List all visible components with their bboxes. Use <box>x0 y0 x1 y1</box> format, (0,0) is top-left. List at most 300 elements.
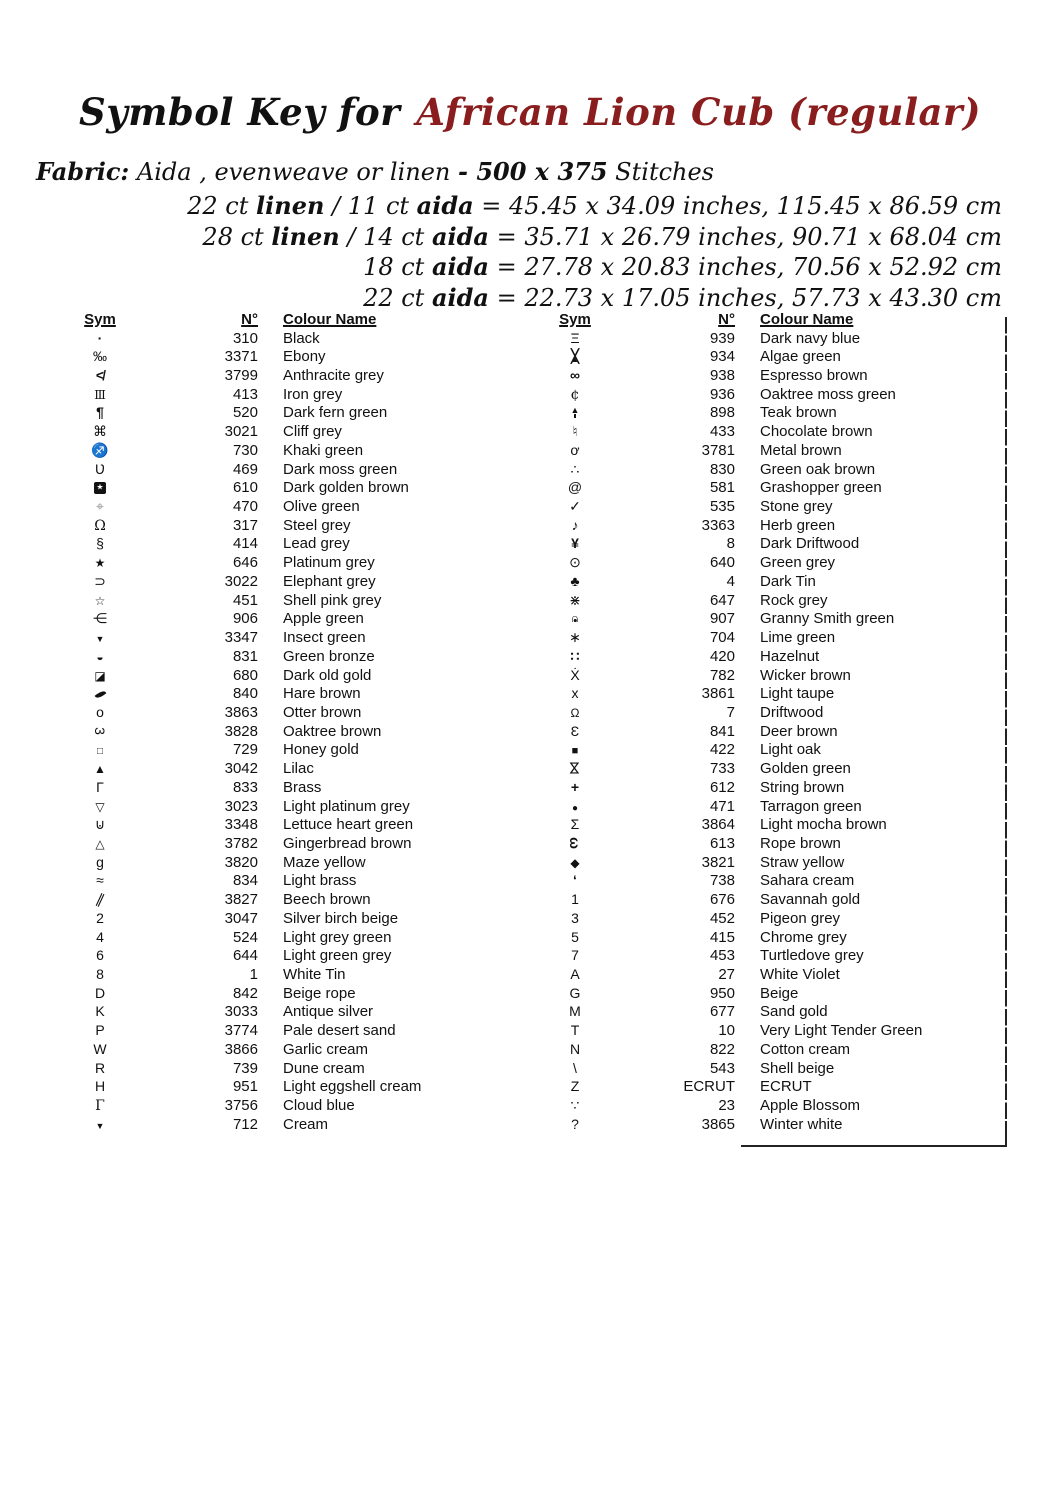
key-row <box>60 460 482 479</box>
key-row <box>535 834 1005 853</box>
symbol-cell <box>60 593 140 608</box>
symbol-cell <box>60 368 140 383</box>
colour-name: Otter brown <box>283 703 362 721</box>
symbol-cell <box>535 799 615 814</box>
thread-number: 3756 <box>224 1097 258 1115</box>
symbol-cell <box>60 948 140 963</box>
text-segment: aida <box>431 252 489 281</box>
thread-number: 3023 <box>224 797 258 815</box>
colour-name: Dark moss green <box>283 460 398 478</box>
thread-number: 907 <box>709 610 735 628</box>
colour-name: Dark Driftwood <box>760 535 860 553</box>
thread-number: 712 <box>232 1115 258 1133</box>
colour-name: Light mocha brown <box>760 816 887 834</box>
symbol-cell <box>535 761 615 776</box>
colour-name: Light eggshell cream <box>283 1078 422 1096</box>
colour-name: Light oak <box>760 741 821 759</box>
fabric-size-line <box>187 222 1002 253</box>
symbol-cell <box>535 1061 615 1076</box>
symbol-cell <box>60 1042 140 1057</box>
symbol-glyph-icon: ▽ <box>95 799 105 814</box>
thread-number: 950 <box>709 984 735 1002</box>
key-row <box>60 797 482 816</box>
colour-name: Savannah gold <box>760 891 861 909</box>
key-table-left <box>60 310 482 1134</box>
symbol-glyph-icon: ‘ <box>573 872 577 889</box>
key-row <box>60 572 482 591</box>
key-row <box>535 872 1005 891</box>
key-row <box>60 385 482 404</box>
key-row <box>535 965 1005 984</box>
thread-number: 23 <box>718 1097 735 1115</box>
symbol-cell <box>535 967 615 982</box>
thread-number: 420 <box>709 647 735 665</box>
symbol-cell <box>60 480 140 495</box>
text-segment: 22 ct <box>363 283 432 312</box>
thread-number: 8 <box>726 535 735 553</box>
symbol-glyph-icon: ¥ <box>571 535 579 552</box>
symbol-cell <box>60 799 140 814</box>
symbol-glyph-icon: 2 <box>96 909 104 926</box>
symbol-cell <box>60 611 140 626</box>
key-row <box>535 366 1005 385</box>
colour-name: Ebony <box>283 348 326 366</box>
key-row <box>60 1077 482 1096</box>
colour-name: Lead grey <box>283 535 350 553</box>
symbol-glyph-icon: ◆ <box>570 855 580 870</box>
symbol-cell <box>60 443 140 458</box>
symbol-cell <box>60 705 140 720</box>
colour-name: Dark golden brown <box>283 479 409 497</box>
key-row <box>535 385 1005 404</box>
colour-name: Green bronze <box>283 647 375 665</box>
colour-name: Hare brown <box>283 685 361 703</box>
symbol-cell <box>535 911 615 926</box>
symbol-glyph-icon: D <box>94 984 106 1001</box>
page-title <box>0 90 1060 134</box>
thread-number: 3827 <box>224 891 258 909</box>
colour-name: Lettuce heart green <box>283 816 414 834</box>
symbol-cell <box>60 742 140 757</box>
symbol-glyph-icon: Ξ <box>570 329 580 346</box>
key-row <box>535 516 1005 535</box>
symbol-cell <box>535 480 615 495</box>
colour-name: Insect green <box>283 629 366 647</box>
key-row <box>535 647 1005 666</box>
thread-number: 1 <box>249 966 258 984</box>
triangle-pin-icon <box>569 406 581 419</box>
colour-name: Light brass <box>283 872 357 890</box>
symbol-glyph-icon: ▼ <box>95 1120 105 1131</box>
symbol-cell <box>535 536 615 551</box>
colour-name: Tarragon green <box>760 797 862 815</box>
symbol-cell <box>60 986 140 1001</box>
key-row <box>60 984 482 1003</box>
symbol-cell <box>60 331 140 346</box>
thread-number: 581 <box>709 479 735 497</box>
thread-number: 3047 <box>224 909 258 927</box>
colour-name: Cotton cream <box>760 1040 851 1058</box>
colour-name: Iron grey <box>283 385 343 403</box>
symbol-glyph-icon: 8 <box>96 966 104 983</box>
thread-number: 640 <box>709 554 735 572</box>
header-number: N° <box>718 310 735 328</box>
key-row <box>535 329 1005 348</box>
key-row <box>60 610 482 629</box>
thread-number: 738 <box>709 872 735 890</box>
key-row <box>535 553 1005 572</box>
colour-name: Sahara cream <box>760 872 855 890</box>
cap-with-dot-icon <box>569 612 582 625</box>
key-row <box>535 572 1005 591</box>
key-row <box>535 666 1005 685</box>
symbol-cell <box>535 686 615 701</box>
symbol-cell <box>535 742 615 757</box>
symbol-glyph-icon: ∞ <box>570 367 580 384</box>
colour-name: Green oak brown <box>760 460 876 478</box>
key-row <box>535 497 1005 516</box>
thread-number: 3774 <box>224 1022 258 1040</box>
symbol-cell <box>60 911 140 926</box>
colour-name: Garlic cream <box>283 1040 369 1058</box>
symbol-cell <box>60 1117 140 1132</box>
thread-number: 469 <box>232 460 258 478</box>
symbol-cell <box>535 574 615 589</box>
thread-number: 433 <box>709 423 735 441</box>
thread-number: 27 <box>718 966 735 984</box>
thread-number: 782 <box>709 666 735 684</box>
symbol-glyph-icon: ✓ <box>569 498 581 515</box>
colour-name: Black <box>283 329 320 347</box>
key-row <box>60 628 482 647</box>
symbol-cell <box>60 1061 140 1076</box>
colour-name: Brass <box>283 778 322 796</box>
colour-name: Driftwood <box>760 703 824 721</box>
key-row <box>60 890 482 909</box>
symbol-cell <box>535 855 615 870</box>
symbol-cell <box>60 424 140 439</box>
colour-name: Rope brown <box>760 834 841 852</box>
symbol-cell <box>60 574 140 589</box>
black-square-white-star-icon <box>94 482 106 494</box>
thread-number: 535 <box>709 498 735 516</box>
symbol-cell <box>535 817 615 832</box>
symbol-glyph-icon: Σ <box>570 816 580 833</box>
colour-name: String brown <box>760 778 845 796</box>
key-row <box>535 853 1005 872</box>
thread-number: 951 <box>232 1078 258 1096</box>
key-row <box>60 422 482 441</box>
colour-name: Apple green <box>283 610 364 628</box>
table-body-left <box>60 329 482 1134</box>
symbol-glyph-icon: ♣ <box>570 572 580 589</box>
thread-number: 3042 <box>224 760 258 778</box>
key-row <box>60 1003 482 1022</box>
colour-name: Dark navy blue <box>760 329 861 347</box>
symbol-glyph-icon: △ <box>95 836 105 851</box>
symbol-glyph-icon: ⊍ <box>94 816 106 833</box>
thread-number: 310 <box>232 329 258 347</box>
symbol-cell <box>535 986 615 1001</box>
symbol-cell <box>60 780 140 795</box>
brush-stroke-icon <box>94 689 106 700</box>
symbol-cell <box>535 1042 615 1057</box>
symbol-glyph-icon: N <box>569 1040 581 1057</box>
thread-number: 610 <box>232 479 258 497</box>
colour-name: Anthracite grey <box>283 367 384 385</box>
symbol-cell <box>535 649 615 664</box>
thread-number: 840 <box>232 685 258 703</box>
thread-number: 3861 <box>701 685 735 703</box>
symbol-glyph-icon: Ω <box>570 705 580 720</box>
thread-number: 3781 <box>701 441 735 459</box>
thread-number: 422 <box>709 741 735 759</box>
symbol-cell <box>60 761 140 776</box>
text-segment: aida <box>431 282 489 312</box>
symbol-glyph-icon: □ <box>96 746 104 758</box>
thread-number: 3821 <box>701 853 735 871</box>
thread-number: 415 <box>709 928 735 946</box>
colour-name: Beige <box>760 984 799 1002</box>
key-row <box>535 1115 1005 1134</box>
thread-number: 7 <box>726 703 735 721</box>
symbol-cell <box>535 948 615 963</box>
thread-number: 3348 <box>224 816 258 834</box>
colour-name: Algae green <box>760 348 841 366</box>
symbol-glyph-icon: 5 <box>571 928 579 945</box>
key-row <box>60 535 482 554</box>
colour-name: Teak brown <box>760 404 837 422</box>
symbol-glyph-icon: ∗ <box>569 629 581 646</box>
thread-number: 3820 <box>224 853 258 871</box>
colour-name: Steel grey <box>283 516 351 534</box>
text-segment: aida <box>431 221 489 251</box>
thread-number: 3782 <box>224 834 258 852</box>
symbol-glyph-icon: x <box>571 685 579 702</box>
symbol-glyph-icon: Γ <box>95 1098 105 1115</box>
key-row <box>60 815 482 834</box>
symbol-glyph-icon: ◒ <box>96 649 104 664</box>
thread-number: 524 <box>232 928 258 946</box>
symbol-cell <box>60 668 140 683</box>
thread-number: 10 <box>718 1022 735 1040</box>
key-row <box>60 404 482 423</box>
bottom-rule <box>741 1145 1007 1147</box>
key-row <box>535 1059 1005 1078</box>
colour-name: Chocolate brown <box>760 423 873 441</box>
key-row <box>535 797 1005 816</box>
symbol-glyph-icon: ☆ <box>94 593 106 608</box>
symbol-glyph-icon: ⋇ <box>569 591 581 608</box>
symbol-cell <box>60 817 140 832</box>
colour-name: Very Light Tender Green <box>760 1022 923 1040</box>
text-segment: 22 ct <box>187 192 257 220</box>
symbol-cell <box>60 1004 140 1019</box>
symbol-glyph-icon: W <box>93 1040 107 1057</box>
thread-number: 3799 <box>224 367 258 385</box>
symbol-glyph-icon: 7 <box>571 947 579 964</box>
colour-name: Khaki green <box>283 441 364 459</box>
symbol-glyph-icon: ≮ <box>95 367 105 384</box>
symbol-glyph-icon: T <box>570 1022 580 1039</box>
colour-name: Pigeon grey <box>760 909 841 927</box>
symbol-glyph-icon: ★ <box>94 556 106 571</box>
pattern-name: African Lion Cub (regular) <box>416 90 981 134</box>
symbol-glyph-icon: ♐ <box>91 441 109 458</box>
symbol-glyph-icon: 6 <box>96 947 104 964</box>
thread-number: 413 <box>232 385 258 403</box>
colour-name: Straw yellow <box>760 853 845 871</box>
symbol-cell <box>60 518 140 533</box>
key-row <box>60 1021 482 1040</box>
text-segment: Aida , evenweave or linen <box>129 158 459 186</box>
symbol-cell <box>535 724 615 739</box>
colour-name: Herb green <box>760 516 836 534</box>
symbol-cell <box>535 1079 615 1094</box>
symbol-cell <box>535 499 615 514</box>
colour-name: Cloud blue <box>283 1097 355 1115</box>
symbol-glyph-icon: 3 <box>571 909 579 926</box>
key-row <box>60 684 482 703</box>
thread-number: 830 <box>709 460 735 478</box>
key-row <box>60 497 482 516</box>
table-body-right <box>535 329 1005 1134</box>
text-segment: = 27.78 x 20.83 inches, 70.56 x 52.92 cm <box>488 253 1002 281</box>
symbol-glyph-icon: ⋈ <box>567 761 583 776</box>
colour-name: Light green grey <box>283 947 392 965</box>
symbol-cell <box>535 387 615 402</box>
text-segment: aida <box>416 191 474 220</box>
symbol-glyph-icon: ω <box>566 837 583 849</box>
key-row <box>60 853 482 872</box>
colour-name: Olive green <box>283 498 360 516</box>
key-row <box>535 535 1005 554</box>
symbol-glyph-icon: 4 <box>96 928 104 945</box>
thread-number: 646 <box>232 554 258 572</box>
symbol-glyph-icon: H <box>94 1078 106 1095</box>
symbol-glyph-icon: · <box>97 329 103 346</box>
thread-number: 470 <box>232 498 258 516</box>
colour-name: Turtledove grey <box>760 947 864 965</box>
key-row <box>535 946 1005 965</box>
symbol-cell <box>60 686 140 701</box>
text-segment: 28 ct <box>202 222 272 251</box>
thread-number: 939 <box>709 329 735 347</box>
key-row <box>535 478 1005 497</box>
key-row <box>535 759 1005 778</box>
thread-number: 739 <box>232 1059 258 1077</box>
header-colour-name: Colour Name <box>283 310 377 328</box>
key-row <box>535 778 1005 797</box>
symbol-cell <box>535 873 615 888</box>
symbol-cell <box>535 555 615 570</box>
symbol-cell <box>60 855 140 870</box>
thread-number: 677 <box>709 1003 735 1021</box>
swatch-column-rule <box>1005 317 1007 1137</box>
thread-number: 733 <box>709 760 735 778</box>
symbol-cell <box>60 1079 140 1094</box>
thread-number: 938 <box>709 367 735 385</box>
thread-number: 3033 <box>224 1003 258 1021</box>
symbol-cell <box>535 930 615 945</box>
thread-number: 898 <box>709 404 735 422</box>
thread-number: 613 <box>709 834 735 852</box>
symbol-glyph-icon: 3 <box>91 726 108 735</box>
symbol-cell <box>60 1098 140 1113</box>
text-segment: = 35.71 x 26.79 inches, 90.71 x 68.04 cm <box>488 222 1002 251</box>
key-row <box>535 1096 1005 1115</box>
key-row <box>535 909 1005 928</box>
symbol-glyph-icon: G <box>569 984 581 1001</box>
key-row <box>60 1115 482 1134</box>
thread-number: 3864 <box>701 816 735 834</box>
thread-number: 3363 <box>701 516 735 534</box>
symbol-cell <box>60 873 140 888</box>
key-row <box>535 460 1005 479</box>
symbol-glyph-icon: ⌖ <box>96 498 104 515</box>
symbol-glyph-icon: ≈ <box>96 872 104 889</box>
text-segment: - 500 x 375 <box>458 157 608 186</box>
thread-number: 833 <box>232 778 258 796</box>
symbol-glyph-icon: R <box>94 1059 106 1076</box>
key-row <box>535 890 1005 909</box>
key-row <box>60 553 482 572</box>
colour-name: Dark Tin <box>760 572 816 590</box>
symbol-glyph-icon: § <box>96 535 104 552</box>
key-row <box>60 759 482 778</box>
key-row <box>60 591 482 610</box>
symbol-cell <box>535 1117 615 1132</box>
header-colour-name: Colour Name <box>760 310 854 328</box>
key-row <box>535 347 1005 366</box>
symbol-cell <box>535 443 615 458</box>
colour-name: Shell pink grey <box>283 591 382 609</box>
symbol-glyph-icon: ¶ <box>96 404 104 421</box>
thread-number: 647 <box>709 591 735 609</box>
key-row <box>60 946 482 965</box>
key-row <box>60 347 482 366</box>
colour-name: Wicker brown <box>760 666 851 684</box>
colour-name: Oaktree brown <box>283 722 382 740</box>
symbol-glyph-icon: ◪ <box>94 668 106 683</box>
symbol-glyph-icon: P <box>95 1022 105 1039</box>
symbol-glyph-icon: ⊃ <box>94 572 106 589</box>
colour-name: Beech brown <box>283 891 371 909</box>
key-row <box>535 591 1005 610</box>
colour-name: Grashopper green <box>760 479 882 497</box>
thread-number: 831 <box>232 647 258 665</box>
fabric-size-line <box>187 252 1002 283</box>
symbol-cell <box>60 724 140 739</box>
colour-name: Metal brown <box>760 441 842 459</box>
key-row <box>60 834 482 853</box>
colour-name: Cliff grey <box>283 423 342 441</box>
symbol-cell <box>535 462 615 477</box>
fabric-size-line <box>187 191 1002 222</box>
colour-name: ECRUT <box>760 1078 812 1096</box>
symbol-glyph-icon: ▲ <box>94 762 106 777</box>
thread-number: 644 <box>232 947 258 965</box>
key-row <box>535 1003 1005 1022</box>
symbol-cell <box>535 705 615 720</box>
symbol-glyph-icon: ‰ <box>93 348 107 365</box>
symbol-cell <box>60 349 140 364</box>
thread-number: 3863 <box>224 703 258 721</box>
symbol-glyph-icon: ♮ <box>572 423 578 440</box>
colour-name: Granny Smith green <box>760 610 895 628</box>
colour-name: Honey gold <box>283 741 359 759</box>
colour-name: Silver birch beige <box>283 909 399 927</box>
